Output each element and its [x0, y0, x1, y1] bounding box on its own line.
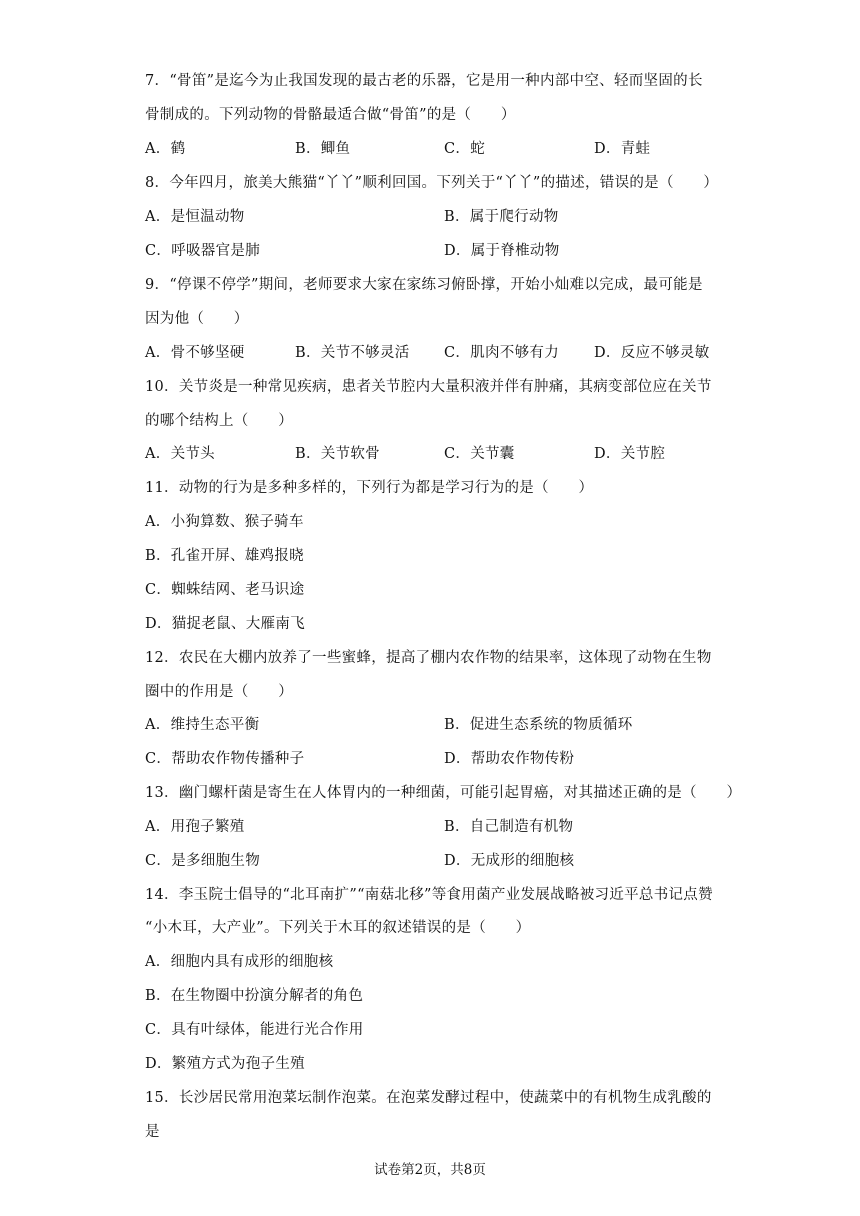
q10-option-a: A．关节头	[145, 446, 215, 462]
q12-option-d: D．帮助农作物传粉	[444, 751, 575, 767]
q9-stem-line-2: 因为他（ ）	[145, 311, 249, 327]
q9-option-c: C．肌肉不够有力	[444, 345, 559, 361]
q9-option-d: D．反应不够灵敏	[594, 345, 710, 361]
q9-option-a: A．骨不够坚硬	[145, 345, 245, 361]
q10-stem-line-2: 的哪个结构上（ ）	[145, 413, 293, 429]
q13-option-c: C．是多细胞生物	[145, 853, 260, 869]
q10-stem-line-1: 10．关节炎是一种常见疾病，患者关节腔内大量积液并伴有肿痛，其病变部位应在关节	[145, 379, 712, 395]
q14-option-c: C．具有叶绿体，能进行光合作用	[145, 1022, 364, 1038]
q9-option-b: B．关节不够灵活	[295, 345, 410, 361]
q9-stem-line-1: 9．“停课不停学”期间，老师要求大家在家练习俯卧撑，开始小灿难以完成，最可能是	[145, 277, 703, 293]
q13-option-d: D．无成形的细胞核	[444, 853, 575, 869]
q12-option-b: B．促进生态系统的物质循环	[444, 717, 633, 733]
q7-option-c: C．蛇	[444, 141, 485, 157]
q10-option-d: D．关节腔	[594, 446, 666, 462]
q11-option-c: C．蜘蛛结网、老马识途	[145, 582, 305, 598]
page-footer: 试卷第2页，共8页	[374, 1162, 486, 1178]
q14-option-b: B．在生物圈中扮演分解者的角色	[145, 988, 364, 1004]
q14-stem-line-1: 14．李玉院士倡导的“北耳南扩”“南菇北移”等食用菌产业发展战略被习近平总书记点赞	[145, 887, 713, 903]
q12-option-a: A．维持生态平衡	[145, 717, 260, 733]
q8-option-c: C．呼吸器官是肺	[145, 243, 260, 259]
q15-stem-line-2: 是	[145, 1124, 160, 1140]
q7-stem-line-2: 骨制成的。下列动物的骨骼最适合做“骨笛”的是（ ）	[145, 107, 516, 123]
q11-option-a: A．小狗算数、猴子骑车	[145, 514, 304, 530]
q7-stem-line-1: 7．“骨笛”是迄今为止我国发现的最古老的乐器，它是用一种内部中空、轻而坚固的长	[145, 73, 703, 89]
q7-option-d: D．青蛙	[594, 141, 651, 157]
q12-stem-line-1: 12．农民在大棚内放养了一些蜜蜂，提高了棚内农作物的结果率，这体现了动物在生物	[145, 650, 712, 666]
q11-option-b: B．孔雀开屏、雄鸡报晓	[145, 548, 304, 564]
q8-option-b: B．属于爬行动物	[444, 209, 559, 225]
q7-option-b: B．鲫鱼	[295, 141, 351, 157]
q14-option-a: A．细胞内具有成形的细胞核	[145, 954, 334, 970]
q8-stem-line-1: 8．今年四月，旅美大熊猫“丫丫”顺利回国。下列关于“丫丫”的描述，错误的是（ ）	[145, 175, 719, 191]
q12-stem-line-2: 圈中的作用是（ ）	[145, 684, 293, 700]
q14-stem-line-2: “小木耳，大产业”。下列关于木耳的叙述错误的是（ ）	[145, 920, 531, 936]
q11-option-d: D．猫捉老鼠、大雁南飞	[145, 616, 305, 632]
q7-option-a: A．鹤	[145, 141, 186, 157]
q10-option-b: B．关节软骨	[295, 446, 380, 462]
q8-option-a: A．是恒温动物	[145, 209, 245, 225]
q10-option-c: C．关节囊	[444, 446, 515, 462]
q13-option-b: B．自己制造有机物	[444, 819, 574, 835]
q15-stem-line-1: 15．长沙居民常用泡菜坛制作泡菜。在泡菜发酵过程中，使蔬菜中的有机物生成乳酸的	[145, 1090, 712, 1106]
q13-option-a: A．用孢子繁殖	[145, 819, 245, 835]
q12-option-c: C．帮助农作物传播种子	[145, 751, 305, 767]
q8-option-d: D．属于脊椎动物	[444, 243, 560, 259]
q11-stem-line-1: 11．动物的行为是多种多样的，下列行为都是学习行为的是（ ）	[145, 480, 594, 496]
q14-option-d: D．繁殖方式为孢子生殖	[145, 1056, 305, 1072]
q13-stem-line-1: 13．幽门螺杆菌是寄生在人体胃内的一种细菌，可能引起胃癌，对其描述正确的是（ ）	[145, 785, 742, 801]
